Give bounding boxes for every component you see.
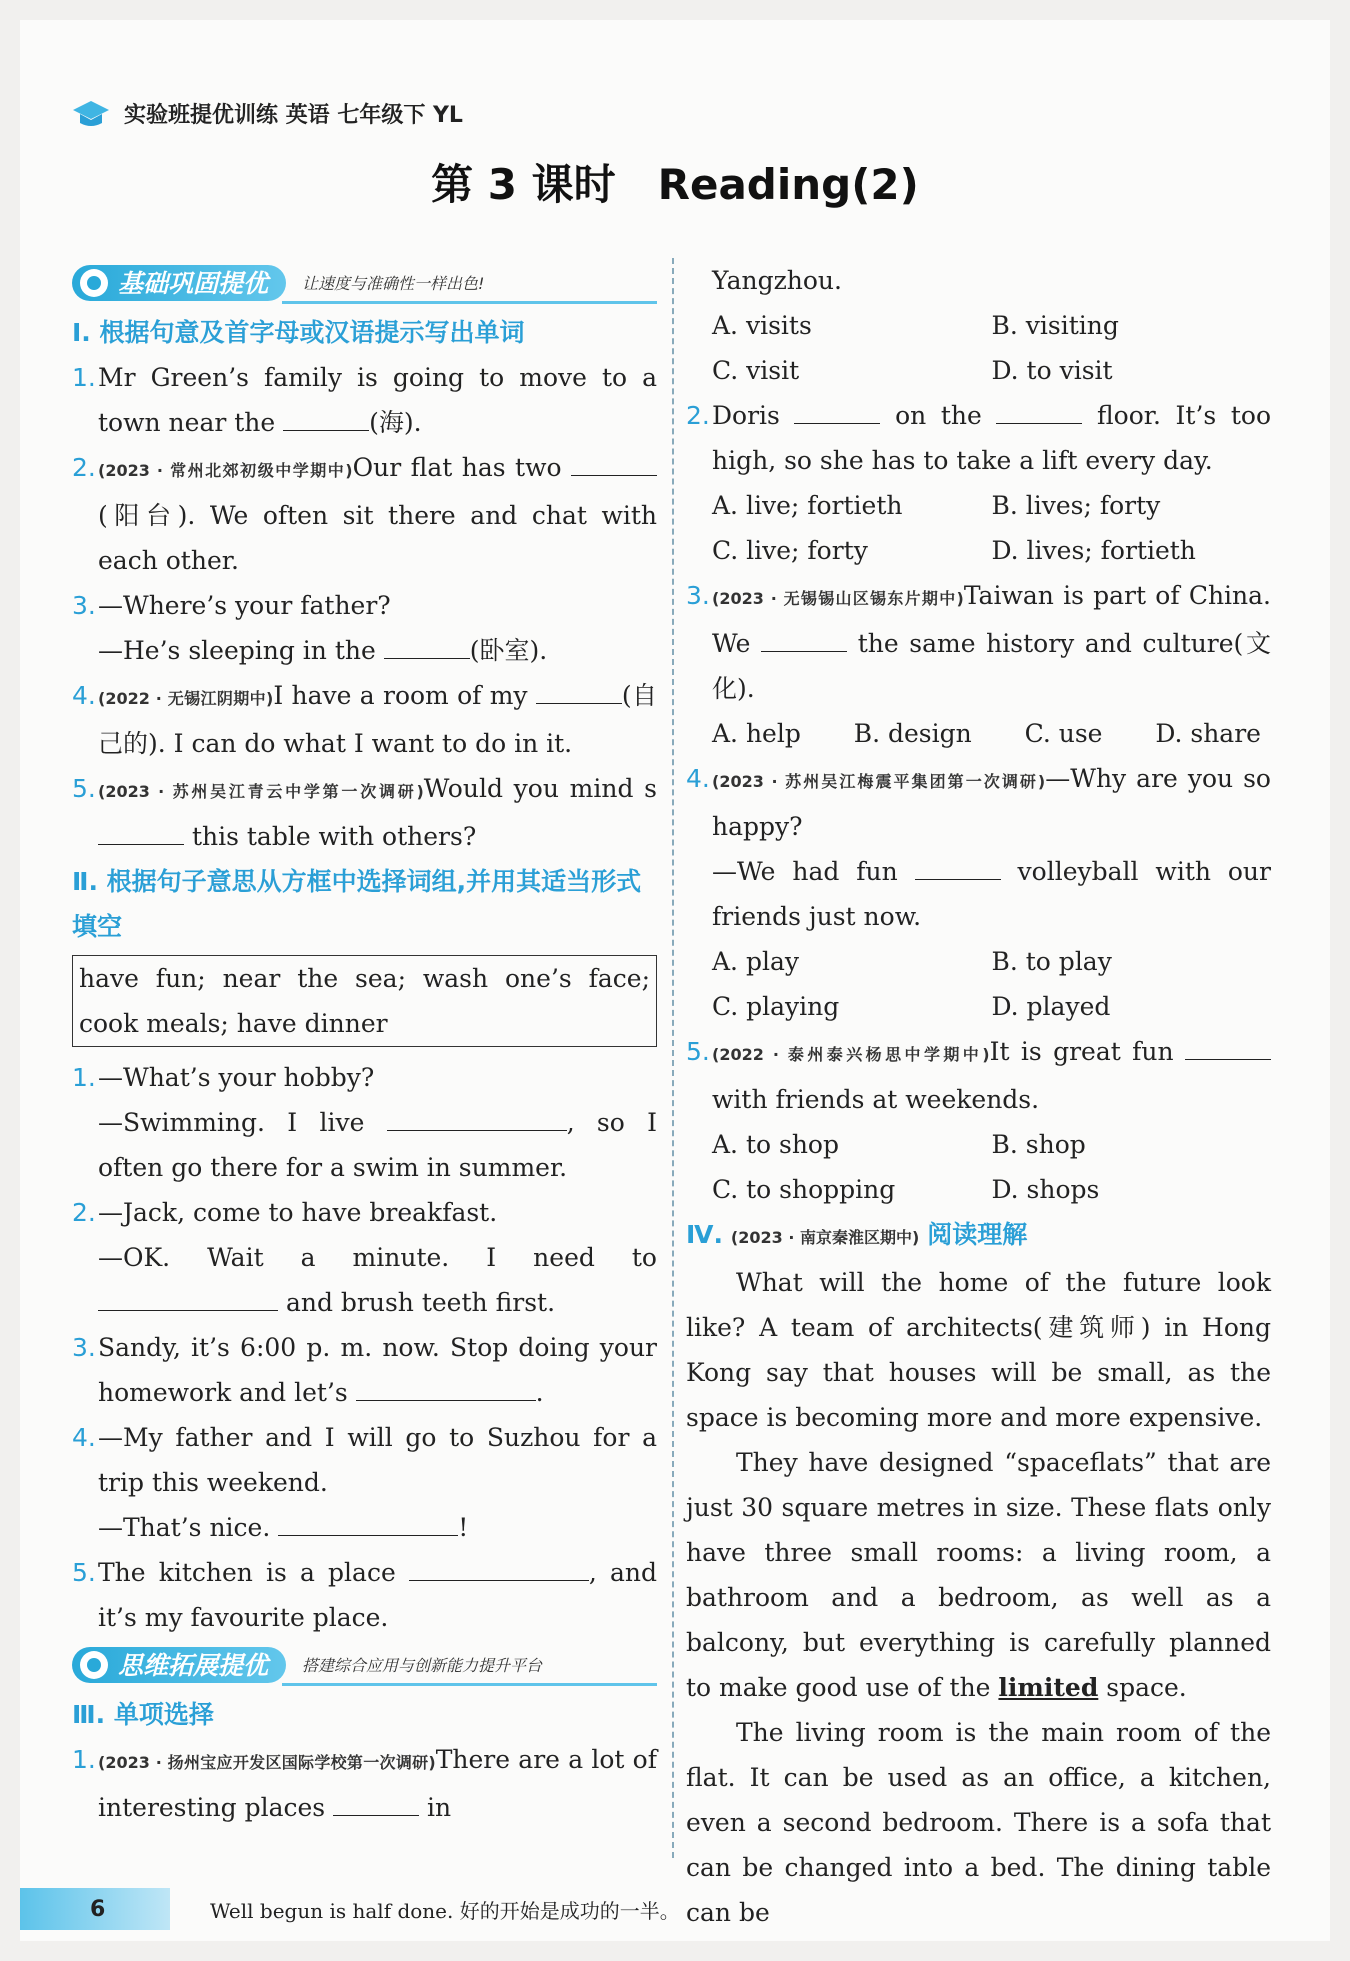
answer-blank[interactable] xyxy=(409,1550,589,1581)
section-2-heading: Ⅱ. 根据句子意思从方框中选择词组,并用其适当形式填空 xyxy=(72,867,642,941)
options xyxy=(686,711,1271,756)
answer-blank[interactable] xyxy=(283,400,369,431)
answer-blank[interactable] xyxy=(333,1785,419,1816)
option[interactable]: C. playing xyxy=(712,992,840,1021)
option[interactable]: B. lives; forty xyxy=(991,491,1161,520)
question-continuation: Yangzhou. xyxy=(712,266,842,295)
option[interactable]: B. shop xyxy=(991,1130,1086,1159)
options xyxy=(686,939,1271,1029)
right-column xyxy=(686,258,1271,1935)
section-3-heading: Ⅲ. 单项选择 xyxy=(72,1700,214,1729)
reading-paragraph: They have designed “spaceflats” that are just 30 square metres in size. These flats only have three small rooms: a living room, a bathroom and a bedroom, as well as a balcony, but everything is carefully planned to make good use of the limited space. xyxy=(686,1448,1271,1702)
banner-label: 思维拓展提优 xyxy=(118,1650,269,1680)
question-source: (2022 · 泰州泰兴杨思中学期中) xyxy=(712,1045,990,1064)
option[interactable]: D. to visit xyxy=(991,356,1113,385)
question: 1. —What’s your hobby? —Swimming. I live , so I often go there for a swim in summer. xyxy=(72,1063,657,1182)
page-number: 6 xyxy=(20,1888,170,1930)
option[interactable]: D. shops xyxy=(991,1175,1100,1204)
option[interactable]: A. help xyxy=(712,719,801,748)
question: 3. —Where’s your father? —He’s sleeping in the (卧室). xyxy=(72,591,548,665)
banner-basic xyxy=(72,262,657,304)
column-divider xyxy=(672,258,674,1858)
answer-blank[interactable] xyxy=(571,445,657,476)
option[interactable]: C. use xyxy=(1024,719,1103,748)
question-source: (2023 · 扬州宝应开发区国际学校第一次调研) xyxy=(98,1753,436,1772)
lesson-title: 第 3 课时 Reading(2) xyxy=(431,160,919,209)
banner-label: 基础巩固提优 xyxy=(118,268,269,298)
option[interactable]: B. to play xyxy=(991,947,1112,976)
answer-blank[interactable] xyxy=(1185,1029,1271,1060)
reading-paragraph: What will the home of the future look like? A team of architects(建筑师) in Hong Kong say that houses will be small, as the space is becoming more and more expensive. xyxy=(686,1268,1271,1432)
page-footer xyxy=(20,1888,680,1930)
gear-icon xyxy=(80,1651,108,1679)
question: 2. (2023 · 常州北郊初级中学期中)Our flat has two (阳台). We often sit there and chat with each other. xyxy=(72,445,657,583)
banner-tagline: 让速度与准确性一样出色! xyxy=(302,273,485,293)
answer-blank[interactable] xyxy=(384,628,470,659)
answer-blank[interactable] xyxy=(996,393,1082,424)
question: 1. (2023 · 扬州宝应开发区国际学校第一次调研)There are a lot of interesting places in xyxy=(72,1745,657,1822)
left-column xyxy=(72,258,657,1830)
option[interactable]: C. to shopping xyxy=(712,1175,896,1204)
question-source: (2023 · 南京秦淮区期中) xyxy=(730,1228,920,1247)
series-header xyxy=(72,98,463,129)
question-source: (2023 · 苏州吴江青云中学第一次调研) xyxy=(98,782,424,801)
question: 2. —Jack, come to have breakfast. —OK. Wait a minute. I need to and brush teeth first. xyxy=(72,1198,657,1317)
graduation-cap-icon xyxy=(72,99,110,129)
question: 4. —My father and I will go to Suzhou for a trip this weekend. —That’s nice. ! xyxy=(72,1423,657,1542)
underlined-word: limited xyxy=(998,1673,1099,1702)
option[interactable]: A. play xyxy=(712,947,799,976)
option[interactable]: D. share xyxy=(1155,719,1261,748)
option[interactable]: D. played xyxy=(991,992,1111,1021)
footer-motto: Well begun is half done. 好的开始是成功的一半。 xyxy=(210,1898,680,1923)
question: 1. Mr Green’s family is going to move to a town near the (海). xyxy=(72,363,657,437)
target-icon xyxy=(80,269,108,297)
option[interactable]: C. visit xyxy=(712,356,800,385)
option[interactable]: A. live; fortieth xyxy=(712,491,903,520)
banner-extension xyxy=(72,1644,657,1686)
question-source: (2023 · 常州北郊初级中学期中) xyxy=(98,461,353,480)
answer-blank[interactable] xyxy=(98,1280,278,1311)
section-4-heading: Ⅳ. (2023 · 南京秦淮区期中) 阅读理解 xyxy=(686,1220,1028,1249)
option[interactable]: B. design xyxy=(853,719,972,748)
question: 2. Doris on the floor. It’s too high, so she has to take a lift every day. xyxy=(686,393,1271,483)
answer-blank[interactable] xyxy=(794,393,880,424)
word-box: have fun; near the sea; wash one’s face; cook meals; have dinner xyxy=(72,955,657,1047)
series-title: 实验班提优训练 英语 七年级下 YL xyxy=(124,103,463,128)
option[interactable]: A. to shop xyxy=(712,1130,839,1159)
option[interactable]: A. visits xyxy=(712,311,812,340)
option[interactable]: B. visiting xyxy=(991,311,1119,340)
question-source: (2023 · 苏州吴江梅震平集团第一次调研) xyxy=(712,772,1046,791)
answer-blank[interactable] xyxy=(387,1100,567,1131)
reading-paragraph: The living room is the main room of the flat. It can be used as an office, a kitchen, even a second bedroom. There is a sofa that can be changed into a bed. The dining table can be xyxy=(686,1718,1271,1927)
answer-blank[interactable] xyxy=(761,621,847,652)
options xyxy=(686,483,1271,573)
answer-blank[interactable] xyxy=(915,849,1001,880)
question: 4. (2022 · 无锡江阴期中)I have a room of my (自己的). I can do what I want to do in it. xyxy=(72,673,657,766)
question: 3. (2023 · 无锡锡山区锡东片期中)Taiwan is part of China. We the same history and culture(文化). xyxy=(686,581,1271,703)
banner-tagline: 搭建综合应用与创新能力提升平台 xyxy=(302,1655,543,1675)
answer-blank[interactable] xyxy=(278,1505,458,1536)
options xyxy=(686,303,1271,393)
options xyxy=(686,1122,1271,1212)
section-1-heading: Ⅰ. 根据句意及首字母或汉语提示写出单词 xyxy=(72,318,525,347)
question: 5. (2022 · 泰州泰兴杨思中学期中)It is great fun with friends at weekends. xyxy=(686,1029,1271,1122)
answer-blank[interactable] xyxy=(356,1370,536,1401)
question-source: (2023 · 无锡锡山区锡东片期中) xyxy=(712,589,964,608)
option[interactable]: C. live; forty xyxy=(712,536,868,565)
answer-blank[interactable] xyxy=(98,814,184,845)
question: 5. (2023 · 苏州吴江青云中学第一次调研)Would you mind s this table with others? xyxy=(72,774,657,851)
question-source: (2022 · 无锡江阴期中) xyxy=(98,689,274,708)
question: 4. (2023 · 苏州吴江梅震平集团第一次调研)—Why are you so happy? —We had fun volleyball with our friends just now. xyxy=(686,764,1271,931)
option[interactable]: D. lives; fortieth xyxy=(991,536,1196,565)
question: 5. The kitchen is a place , and it’s my favourite place. xyxy=(72,1550,657,1640)
answer-blank[interactable] xyxy=(536,673,622,704)
question: 3. Sandy, it’s 6:00 p. m. now. Stop doing your homework and let’s . xyxy=(72,1333,657,1407)
